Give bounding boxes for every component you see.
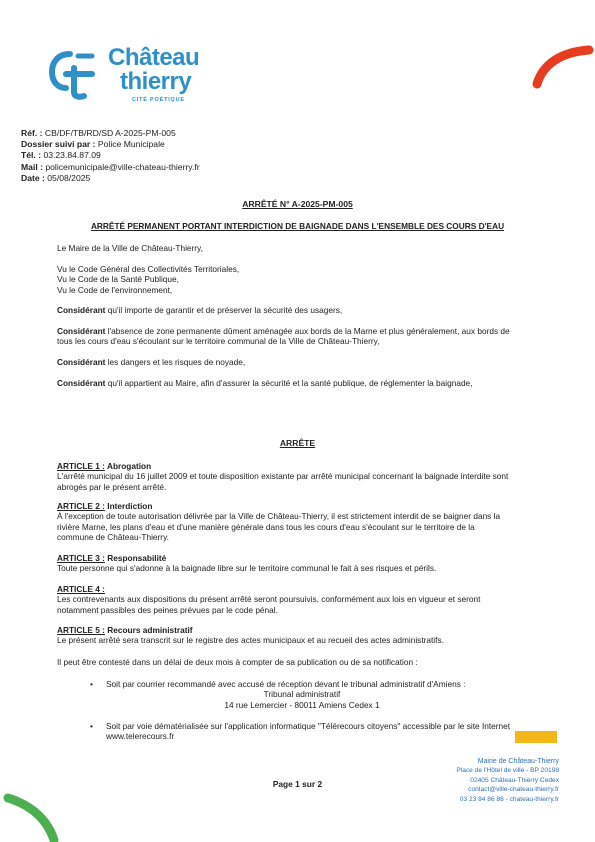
article-1: ARTICLE 1 : Abrogation L'arrêté municipal du 16 juillet 2009 et toute disposition existante par arrêté municipal concernant la baignade interdite sont abrogés par le présent arrêté. [57, 461, 509, 492]
page-number: Page 1 sur 2 [272, 779, 323, 789]
footer-phone: 03 23 84 86 86 - chateau-thierry.fr [459, 795, 559, 803]
footer-addr-line: 02405 Château-Thierry Cedex [470, 776, 559, 784]
footer-address [399, 757, 559, 804]
considerant-1: Considérant qu'il importe de garantir et de préserver la sécurité des usagers, [57, 305, 343, 315]
vu-item: Vu le Code de l'environnement, [57, 284, 173, 295]
meta-tel: Tél. : 03.23.84.87.09 [21, 150, 101, 161]
arrete-heading: ARRÊTE [279, 438, 316, 448]
arrete-number: ARRÊTÉ N° A-2025-PM-005 [242, 199, 353, 209]
decorative-yellow-bar [515, 731, 557, 743]
meta-mail: Mail : policemunicipale@ville-chateau-thierry.fr [21, 161, 200, 172]
tribunal-address: 14 rue Lemercier - 80011 Amiens Cedex 1 [224, 699, 380, 710]
considerant-3: Considérant les dangers et les risques de noyade, [57, 357, 246, 367]
logo-line-1: Château [108, 44, 200, 71]
article-4: ARTICLE 4 : Les contrevenants aux dispositions du présent arrêté seront poursuivis, conformément aux lois en vigueur et seront notamment passibles des peines prévues par le code pénal. [57, 584, 481, 615]
footer-mairie: Mairie de Château-Thierry [477, 758, 559, 765]
tribunal-name: Tribunal administratif [263, 689, 341, 700]
intro-text: Le Maire de la Ville de Château-Thierry, [57, 243, 203, 253]
recourse-bullet-1: • Soit par courrier recommandé avec accusé de réception devant le tribunal administratif d'Amiens : Tribunal administratif 14 rue Lemercier - 80011 Amiens Cedex 1 [92, 679, 512, 710]
city-logo [48, 44, 218, 110]
vu-item: Vu le Code de la Santé Publique, [57, 274, 179, 285]
vu-list [57, 264, 513, 295]
bullet-icon: • [90, 679, 93, 689]
contest-text: Il peut être contesté dans un délai de deux mois à compter de sa publication ou de sa notification : [57, 657, 418, 667]
vu-item: Vu le Code Général des Collectivités Territoriales, [57, 264, 240, 274]
logo-line-2: thierry [120, 68, 192, 95]
meta-dossier: Dossier suivi par : Police Municipale [21, 139, 165, 150]
decorative-arc-top-right [531, 44, 595, 90]
arrete-main-title: ARRÊTÉ PERMANENT PORTANT INTERDICTION DE BAIGNADE DANS L'ENSEMBLE DES COURS D'EAU [90, 221, 505, 231]
article-2: ARTICLE 2 : Interdiction À l'exception de toute autorisation délivrée par la Ville de Château-Thierry, il est strictement interdit de se baigner dans la rivière Marne, les plans d'eau et d'une manière générale dans tous les cours d'eau s'écoulant sur le territoire de la commune de Château-Thierry. [57, 501, 501, 543]
document-meta [21, 128, 200, 184]
logo-tagline: CITÉ POÉTIQUE [132, 97, 185, 103]
considerant-4: Considérant qu'il appartient au Maire, afin d'assurer la sécurité et la santé publique, de réglementer la baignade, [57, 378, 473, 388]
decorative-arc-bottom-left [0, 792, 70, 842]
recourse-bullet-2: • Soit par voie dématérialisée sur l'application informatique "Télérecours citoyens" accessible par le site Internet www.telerecours.fr [90, 721, 511, 742]
chateau-thierry-logo-icon [48, 48, 98, 100]
meta-ref: Réf. : CB/DF/TB/RD/SD A-2025-PM-005 [21, 128, 176, 138]
footer-email: contact@ville-chateau-thierry.fr [468, 786, 559, 794]
meta-date: Date : 05/08/2025 [21, 172, 91, 183]
bullet-icon: • [90, 721, 93, 731]
article-3: ARTICLE 3 : Responsabilité Toute personne qui s'adonne à la baignade libre sur le territoire communal le fait à ses risques et périls. [57, 553, 437, 574]
article-5: ARTICLE 5 : Recours administratif Le présent arrêté sera transcrit sur le registre des actes municipaux et au recueil des actes administratifs. [57, 625, 444, 646]
considerant-2: Considérant l'absence de zone permanente dûment aménagée aux bords de la Marne et plus généralement, aux bords de tous les cours d'eau s'écoulant sur le territoire communal de la Ville de Château-Thierry, [57, 326, 510, 347]
footer-addr-line: Place de l'Hôtel de ville - BP 20198 [456, 767, 559, 775]
